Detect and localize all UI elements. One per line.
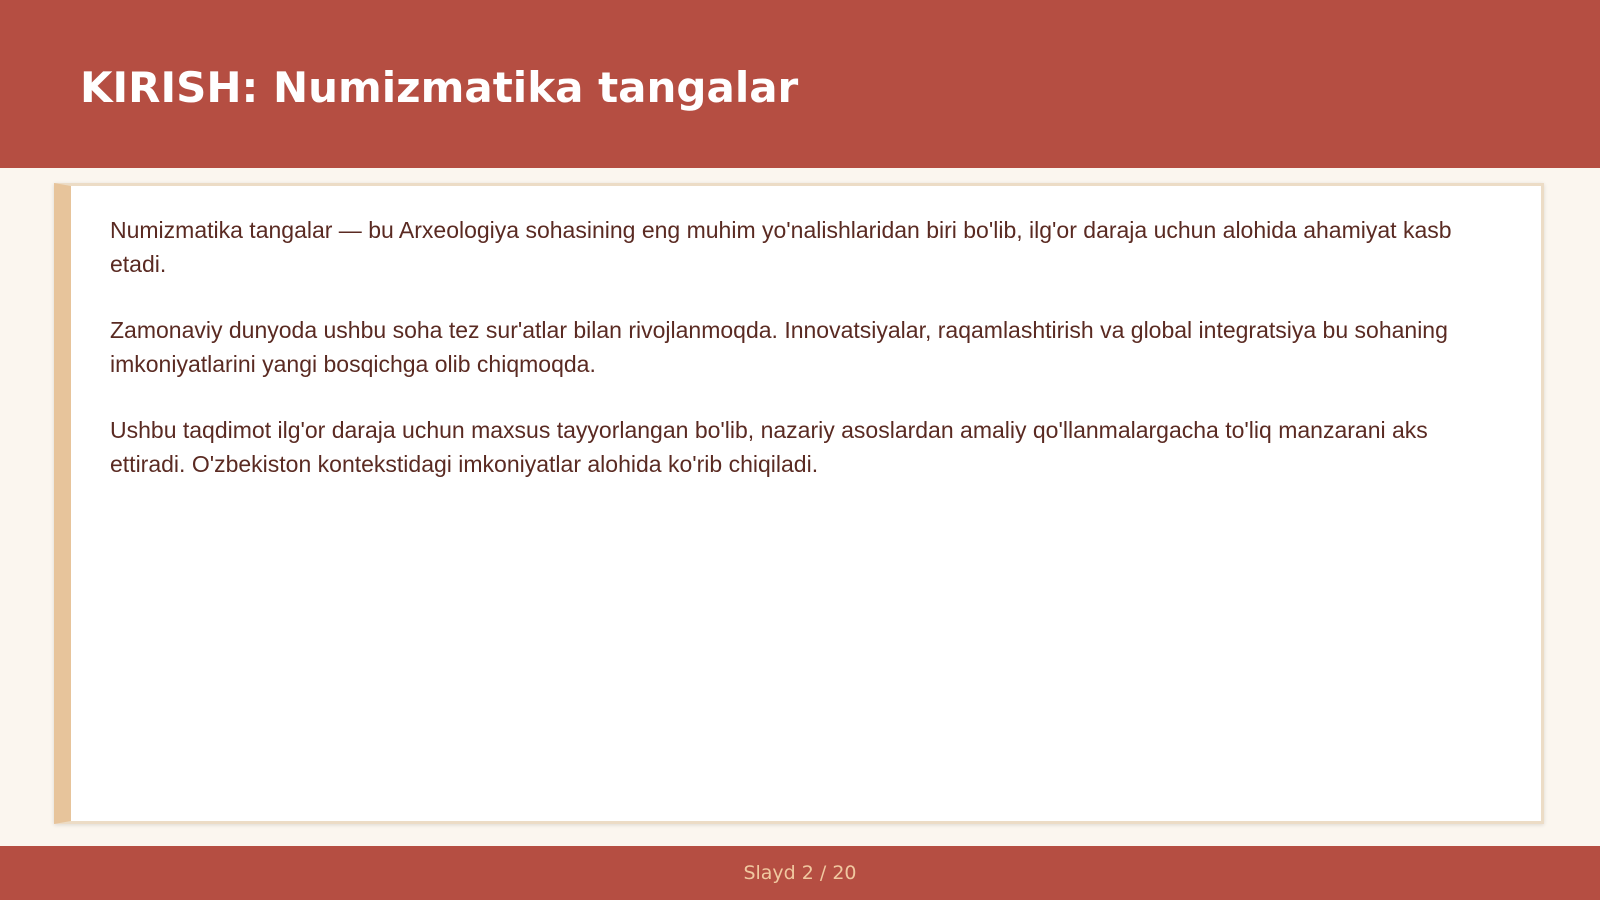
slide-title: KIRISH: Numizmatika tangalar	[80, 63, 799, 112]
body-paragraph-2: Zamonaviy dunyoda ushbu soha tez sur'atlar bilan rivojlanmoqda. Innovatsiyalar, raqamlashtirish va global integratsiya bu sohaning imkoniyatlarini yangi bosqichga olib chiqmoqda.	[110, 317, 1448, 377]
slide-body	[110, 213, 1490, 513]
slide-number: Slayd 2 / 20	[743, 862, 857, 884]
body-paragraph-1: Numizmatika tangalar — bu Arxeologiya sohasining eng muhim yo'nalishlaridan biri bo'lib, ilg'or daraja uchun alohida ahamiyat kasb etadi.	[110, 217, 1452, 277]
body-paragraph-3: Ushbu taqdimot ilg'or daraja uchun maxsus tayyorlangan bo'lib, nazariy asoslardan amaliy qo'llanmalargacha to'liq manzarani aks ettiradi. O'zbekiston kontekstidagi imkoniyatlar alohida ko'rib chiqiladi.	[110, 417, 1428, 477]
